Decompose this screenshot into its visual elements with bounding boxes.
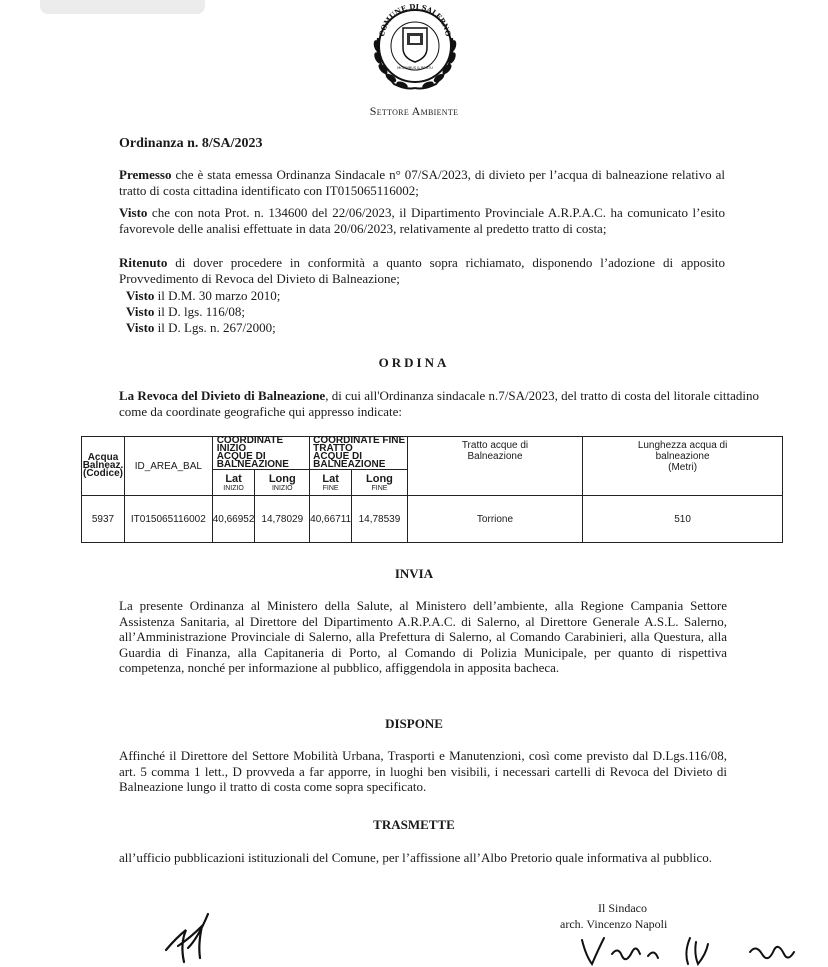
visto-lead: Visto <box>126 320 155 335</box>
header-line: Lunghezza acqua di <box>637 440 728 451</box>
ordina-heading: ORDINA <box>378 355 450 370</box>
group-fine-header <box>310 437 408 470</box>
group-inizio-header <box>212 437 309 470</box>
header-line: ACQUE DI BALNEAZIONE <box>313 451 386 470</box>
long-fine-header <box>352 470 408 496</box>
invia-paragraph: La presente Ordinanza al Ministero della Salute, al Ministero dell’ambiente, alla Regione Campania Settore Assistenza Sanitaria, al Direttore del Dipartimento A.R.P.A.C. di Salerno, al Direttore Generale A.S.L. Salerno, all’Amministrazione Provinciale di Salerno, alla Prefettura di Salerno, al Comando Carabinieri, alla Questura, alla Guardia di Finanza, alla Capitaneria di Porto, al Comando di Polizia Municipale, per quanto di rispettiva competenza, nonché per informazione al pubblico, affiggendola in apposita bacheca. <box>119 598 727 675</box>
invia-heading: INVIA <box>394 566 434 581</box>
visto-lead: Visto <box>126 304 155 319</box>
trasmette-heading: TRASMETTE <box>373 817 455 832</box>
header-line: Acqua <box>87 452 119 463</box>
header-line: Tratto acque di <box>461 440 529 451</box>
inizio-sub: INIZIO <box>223 484 244 492</box>
visto-text: il D. lgs. 116/08; <box>154 304 245 319</box>
header-line: (Codice) <box>82 468 123 479</box>
table-header-row <box>82 437 783 470</box>
header-line: Balneaz. <box>82 460 124 471</box>
col-acqua-header <box>82 437 125 496</box>
cell-codice: 5937 <box>82 496 125 543</box>
visto-nota-text: che con nota Prot. n. 134600 del 22/06/2023, il Dipartimento Provinciale A.R.P.A.C. ha comunicato l’esito favorevole delle analisi effettuate in data 20/06/2023, relativamente al predetto tratto di costa; <box>119 205 725 236</box>
premesso-lead: Premesso <box>119 167 172 182</box>
visto-dlgs-267 <box>126 320 276 336</box>
header-line: balneazione <box>655 451 710 462</box>
lat-label: Lat <box>225 472 242 485</box>
coordinates-table <box>81 436 783 543</box>
long-label: Long <box>366 472 393 485</box>
signer-name: arch. Vincenzo Napoli <box>560 917 668 931</box>
ordina-lead: La Revoca del Divieto di Balneazione <box>119 388 326 403</box>
header-line: COORDINATE INIZIO <box>216 435 284 454</box>
ritenuto-text: di dover procedere in conformità a quanto sopra richiamato, disponendo l’adozione di apposito Provvedimento di Revoca del Divieto di Balneazione; <box>119 255 725 286</box>
header-line: ACQUE DI BALNEAZIONE <box>216 451 289 470</box>
seal-ring-text: COMUNE DI SALERNO <box>377 1 453 38</box>
signer-role: Il Sindaco <box>598 901 647 915</box>
ritenuto-paragraph <box>119 255 725 286</box>
trasmette-paragraph: all’ufficio pubblicazioni istituzionali del Comune, per l’affissione all’Albo Pretorio quale informativa al pubblico. <box>119 850 713 865</box>
cell-long-fine: 14,78539 <box>352 496 408 543</box>
col-lunghezza-header <box>583 437 783 496</box>
premesso-text: che è stata emessa Ordinanza Sindacale n° 07/SA/2023, di divieto per l’acqua di balneazione relativo al tratto di costa cittadina identificato con IT015065116002; <box>119 167 725 198</box>
lat-fine-header <box>310 470 352 496</box>
overlay-tab <box>40 0 205 14</box>
visto-dlgs-116 <box>126 304 245 320</box>
long-label: Long <box>268 472 296 485</box>
settore-header <box>0 104 828 119</box>
dispone-heading: DISPONE <box>385 716 443 731</box>
fine-sub: FINE <box>371 484 388 492</box>
visto-nota-lead: Visto <box>119 205 148 220</box>
comune-seal-icon <box>360 0 470 94</box>
initials-signature-icon <box>158 908 218 967</box>
cell-long-inizio: 14,78029 <box>255 496 310 543</box>
visto-text: il D.M. 30 marzo 2010; <box>154 288 281 303</box>
header-line: (Metri) <box>668 462 698 473</box>
seal-motto: MOENIBUS & PORTU <box>397 66 433 70</box>
col-id-header: ID_AREA_BAL <box>124 437 212 496</box>
ordina-text: , di cui all'Ordinanza sindacale n.7/SA/2023, del tratto di costa del litorale cittadino come da coordinate geografiche qui appresso indicate: <box>119 388 759 419</box>
settore-label: Settore Ambiente <box>369 104 459 118</box>
signature-block <box>560 900 668 932</box>
table-row <box>82 496 783 543</box>
header-line: COORDINATE FINE TRATTO <box>313 435 406 454</box>
long-inizio-header <box>255 470 310 496</box>
header-line: Balneazione <box>467 451 523 462</box>
visto-text: il D. Lgs. n. 267/2000; <box>154 320 276 335</box>
dispone-paragraph: Affinché il Direttore del Settore Mobilità Urbana, Trasporti e Manutenzioni, così come previsto dal D.Lgs.116/08, art. 5 comma 1 lett., D provveda a far apporre, in luoghi ben visibili, i necessari cartelli di Revoca del Divieto di Balneazione lungo il tratto di costa come sopra specificato. <box>119 748 727 794</box>
cell-lat-inizio: 40,66952 <box>212 496 255 543</box>
premesso-paragraph <box>119 167 725 198</box>
visto-dm <box>126 288 280 304</box>
visto-nota-paragraph <box>119 205 725 236</box>
ordina-paragraph <box>119 388 759 419</box>
ritenuto-lead: Ritenuto <box>119 255 168 270</box>
ordinanza-title: Ordinanza n. 8/SA/2023 <box>119 136 263 151</box>
inizio-sub: INIZIO <box>271 484 293 492</box>
cell-lat-fine: 40,66711 <box>310 496 352 543</box>
fine-sub: FINE <box>322 484 339 492</box>
mayor-signature-icon <box>578 934 808 967</box>
cell-lunghezza: 510 <box>583 496 783 543</box>
lat-inizio-header <box>212 470 255 496</box>
cell-tratto: Torrione <box>407 496 582 543</box>
visto-lead: Visto <box>126 288 155 303</box>
col-tratto-header <box>407 437 582 496</box>
cell-id-area: IT015065116002 <box>124 496 212 543</box>
lat-label: Lat <box>322 472 339 485</box>
